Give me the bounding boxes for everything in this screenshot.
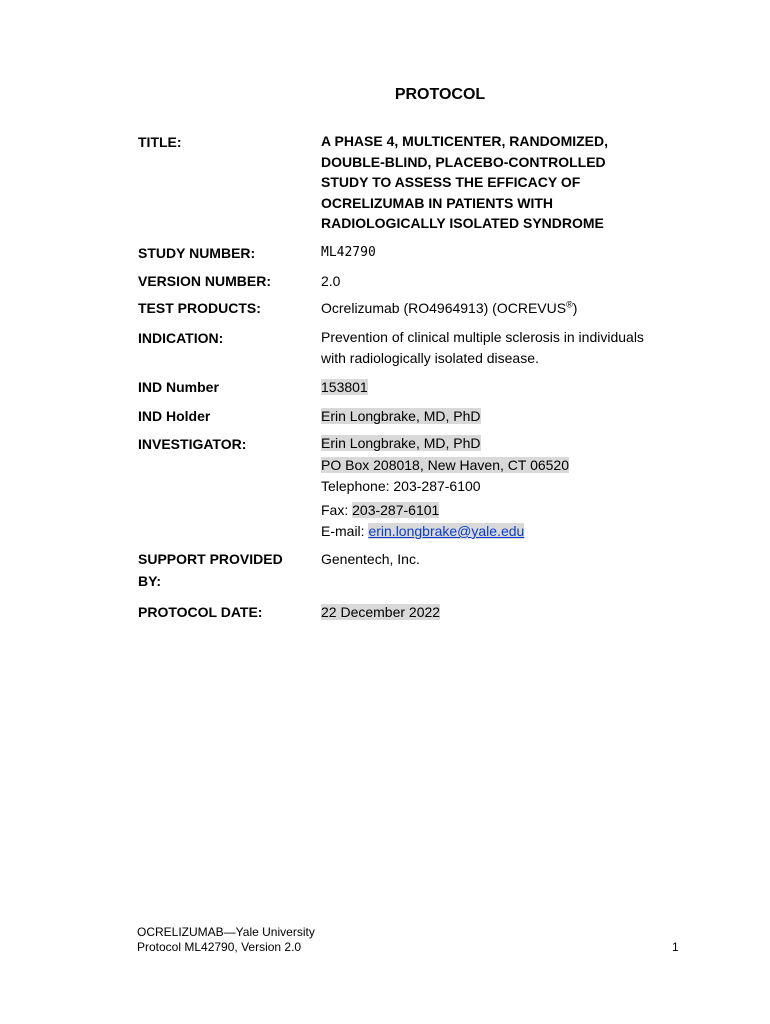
version-label: VERSION NUMBER: [138,273,272,289]
study-title-line: STUDY TO ASSESS THE EFFICACY OF [321,174,581,190]
email-label: E-mail: [321,523,369,539]
test-products-close: ) [572,300,578,316]
study-title [321,131,691,234]
indication-label: INDICATION: [138,330,224,346]
ind-number-label: IND Number [138,379,219,395]
indication-line: Prevention of clinical multiple sclerosis in individuals [321,329,644,345]
test-products-label: TEST PRODUCTS: [138,300,261,316]
ind-holder-label: IND Holder [138,408,211,424]
support-label-line: SUPPORT PROVIDED [138,551,283,567]
test-products-text: Ocrelizumab (RO4964913) (OCREVUS [321,300,567,316]
email-link[interactable]: erin.longbrake@yale.edu [368,523,525,539]
protocol-date-text: 22 December 2022 [321,604,441,620]
study-title-line: DOUBLE-BLIND, PLACEBO-CONTROLLED [321,153,606,170]
investigator-name: Erin Longbrake, MD, PhD [321,435,481,451]
registered-mark: ® [566,299,573,310]
study-title-line: OCRELIZUMAB IN PATIENTS WITH [321,194,554,211]
support-label [138,548,308,592]
fax-number: 203-287-6101 [352,501,440,518]
investigator-value [321,433,691,543]
ind-holder-text: Erin Longbrake, MD, PhD [321,408,481,424]
footer-line-1: OCRELIZUMAB—Yale University [137,925,315,939]
test-products-value [321,297,691,319]
support-value: Genentech, Inc. [321,551,420,567]
ind-holder-value [321,405,691,427]
footer-line-2: Protocol ML42790, Version 2.0 [137,940,302,954]
page-footer [137,925,315,955]
title-label: TITLE: [138,134,182,150]
support-label-line: BY: [138,573,162,589]
investigator-address: PO Box 208018, New Haven, CT 06520 [321,456,570,473]
study-title-line: A PHASE 4, MULTICENTER, RANDOMIZED, [321,133,609,149]
indication-line: with radiologically isolated disease. [321,350,539,366]
indication-value [321,327,691,369]
fax-label: Fax: [321,501,353,518]
study-number-value: ML42790 [321,245,376,260]
study-title-line: RADIOLOGICALLY ISOLATED SYNDROME [321,215,604,231]
study-number-label: STUDY NUMBER: [138,245,256,261]
investigator-phone: Telephone: 203-287-6100 [321,478,481,494]
protocol-date-label: PROTOCOL DATE: [138,604,263,620]
protocol-date-value [321,601,691,623]
investigator-label: INVESTIGATOR: [138,436,247,452]
ind-number-value [321,376,691,398]
document-heading: PROTOCOL [394,86,486,103]
version-value: 2.0 [321,273,341,289]
page-number: 1 [672,940,679,954]
ind-number-text: 153801 [321,379,368,395]
